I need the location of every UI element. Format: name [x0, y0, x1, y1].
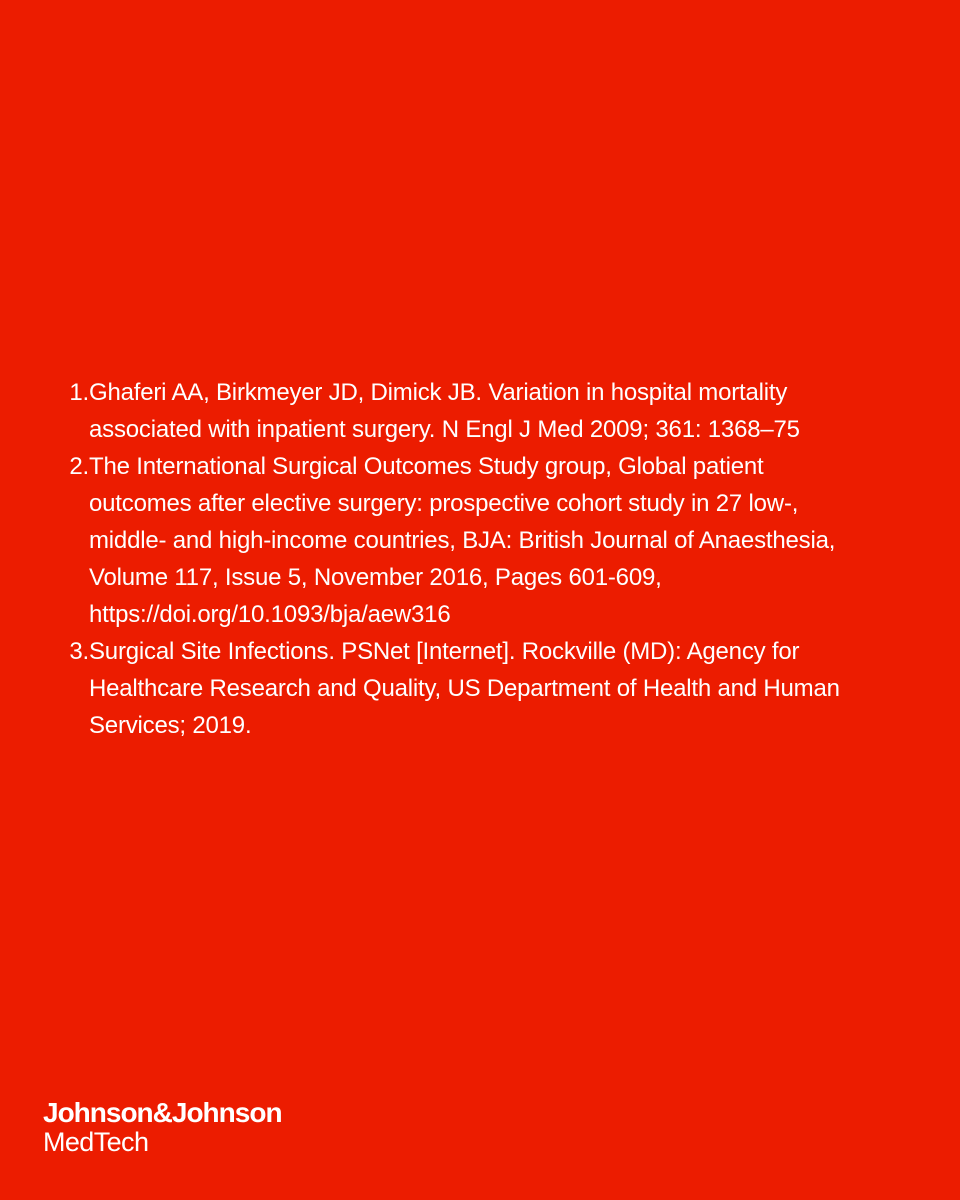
references-list	[62, 374, 922, 744]
brand-logo-name: Johnson&Johnson	[43, 1097, 282, 1128]
reference-item-3	[62, 633, 922, 744]
reference-number: 3.	[69, 638, 89, 665]
reference-text: Surgical Site Infections. PSNet [Internet]. Rockville (MD): Agency for Healthcare Research and Quality, US Department of Health and Human Services; 2019.	[89, 638, 840, 739]
brand-logo-subtitle: MedTech	[43, 1127, 149, 1157]
reference-item-1	[62, 374, 922, 448]
reference-text: The International Surgical Outcomes Study group, Global patient outcomes after elective surgery: prospective cohort study in 27 low-, middle- and high-income countries, BJA: British Journal of Anaesthesia, Volume 117, Issue 5, November 2016, Pages 601-609, https://doi.org/10.1093/bja/aew316	[89, 453, 836, 628]
reference-number: 2.	[69, 453, 89, 480]
reference-text: Ghaferi AA, Birkmeyer JD, Dimick JB. Variation in hospital mortality associated with inpatient surgery. N Engl J Med 2009; 361: 1368–75	[89, 379, 800, 443]
reference-number: 1.	[69, 379, 89, 406]
reference-item-2	[62, 448, 922, 633]
brand-logo	[43, 1098, 343, 1156]
